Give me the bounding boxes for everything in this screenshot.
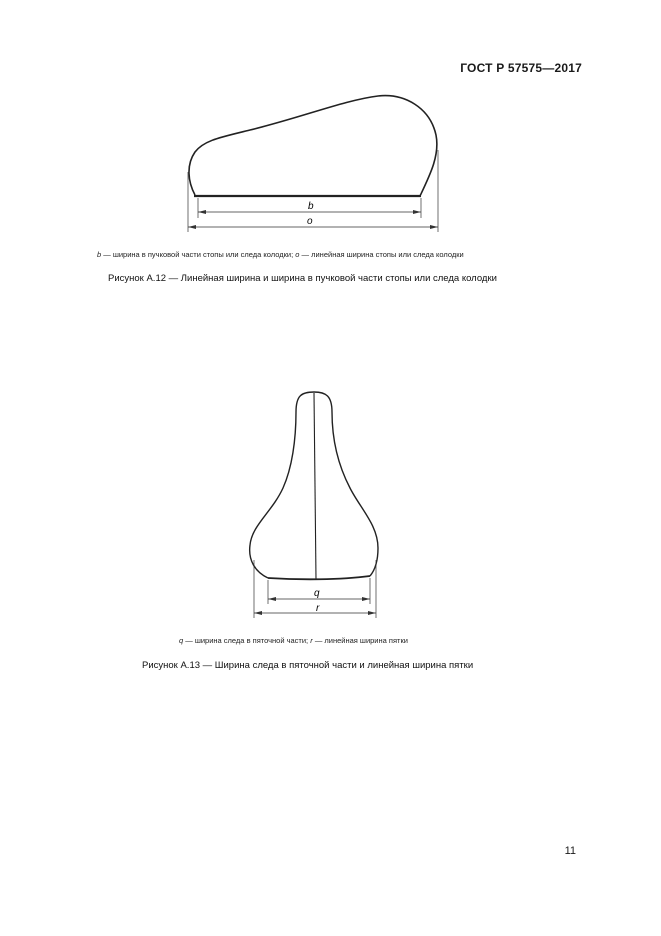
dimension-label-r: r [316,603,320,614]
heel-axis-line [314,393,316,579]
page-number: 11 [564,845,576,857]
legend-var-r: r [310,636,313,645]
figure-a13-drawing [235,385,395,620]
figure-a12-caption: Рисунок А.12 — Линейная ширина и ширина в пучковой части стопы или следа колодки [108,273,497,284]
dimension-label-q: q [314,588,320,599]
legend-var-o: o [295,250,300,259]
figure-a13-caption: Рисунок А.13 — Ширина следа в пяточной части и линейная ширина пятки [142,660,474,671]
forefoot-outline [189,96,437,196]
legend-var-b: b [97,250,102,259]
legend-var-q: q [179,636,184,645]
figure-a13-legend: q — ширина следа в пяточной части; r — линейная ширина пятки [179,636,408,645]
figure-a12-legend: b — ширина в пучковой части стопы или следа колодки; o — линейная ширина стопы или следа колодки [97,250,464,259]
dimension-label-o: o [307,216,313,227]
standard-header: ГОСТ Р 57575—2017 [460,61,582,75]
dimension-label-b: b [308,201,314,212]
heel-base-line [268,576,370,579]
figure-a12-drawing [150,85,480,235]
